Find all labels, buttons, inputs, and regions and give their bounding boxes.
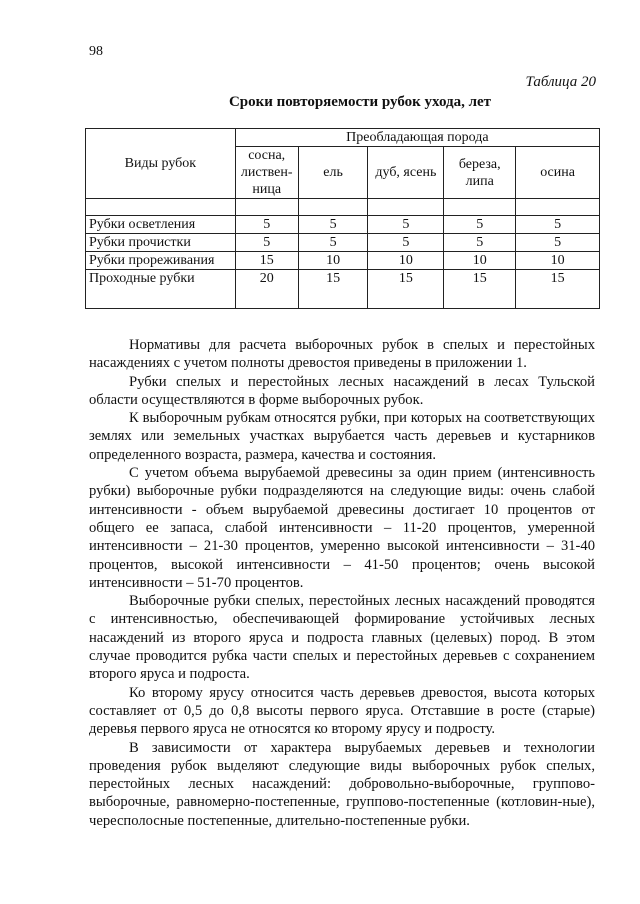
paragraph: С учетом объема вырубаемой древесины за один прием (интенсивность рубки) выборочные рубки подразделяются на следующие виды: очень слабой интенсивности - объем вырубаемой древесины достигает 10 процентов от общего ее запаса, слабой интенсивности – 11-20 процентов, умеренной интенсивности – 21-30 процентов, умеренно высокой интенсивности – 31-40 процентов, высокой интенсивности – 41-50 процентов; очень высокой интенсивности – 51-70 процентов. bbox=[89, 465, 595, 591]
table-row bbox=[86, 216, 600, 234]
table-cell: 5 bbox=[516, 216, 600, 234]
table-row bbox=[86, 234, 600, 252]
table-cell: 5 bbox=[368, 216, 444, 234]
column-header: осина bbox=[516, 147, 600, 199]
table-cell: 15 bbox=[235, 252, 298, 270]
table-cell: 10 bbox=[368, 252, 444, 270]
row-label: Рубки прочистки bbox=[86, 234, 236, 252]
table-title: Сроки повторяемости рубок ухода, лет bbox=[228, 94, 492, 110]
paragraph: Ко второму ярусу относится часть деревьев древостоя, высота которых составляет от 0,5 до 0,8 высоты первого яруса. Отставшие в росте (старые) деревья первого яруса не относятся ко второму ярусу и подросту. bbox=[89, 684, 595, 738]
row-label: Рубки прореживания bbox=[86, 252, 236, 270]
table-cell: 15 bbox=[368, 270, 444, 309]
table-spacer-row bbox=[86, 199, 600, 216]
column-header: дуб, ясень bbox=[368, 147, 444, 199]
page-number: 98 bbox=[89, 44, 103, 59]
row-header: Виды рубок bbox=[86, 129, 236, 199]
table-cell: 10 bbox=[516, 252, 600, 270]
paragraph: К выборочным рубкам относятся рубки, при которых на соответствующих землях или земельных участках вырубается часть деревьев и кустарников определенного возраста, размера, качества и состояния. bbox=[89, 410, 595, 463]
table-cell: 5 bbox=[444, 216, 516, 234]
table-cell: 10 bbox=[444, 252, 516, 270]
table-cell: 5 bbox=[298, 216, 368, 234]
table-row bbox=[86, 252, 600, 270]
table-cell: 5 bbox=[444, 234, 516, 252]
table-cell: 5 bbox=[516, 234, 600, 252]
row-label: Рубки осветления bbox=[86, 216, 236, 234]
table-cell: 15 bbox=[444, 270, 516, 309]
table-cell: 15 bbox=[298, 270, 368, 309]
paragraph: Рубки спелых и перестойных лесных насаждений в лесах Тульской области осуществляются в форме выборочных рубок. bbox=[89, 373, 595, 408]
column-header: береза, липа bbox=[444, 147, 516, 199]
table-row bbox=[86, 270, 600, 309]
table-cell: 20 bbox=[235, 270, 298, 309]
table-cell: 5 bbox=[235, 234, 298, 252]
cutting-periods-table bbox=[85, 128, 600, 309]
row-label: Проходные рубки bbox=[86, 270, 236, 309]
table-cell: 5 bbox=[235, 216, 298, 234]
paragraph: Нормативы для расчета выборочных рубок в спелых и перестойных насаждениях с учетом полноты древостоя приведены в приложении 1. bbox=[89, 337, 595, 372]
table-cell: 15 bbox=[516, 270, 600, 309]
table-cell: 5 bbox=[298, 234, 368, 252]
table-cell: 10 bbox=[298, 252, 368, 270]
body-text bbox=[89, 336, 595, 830]
column-header: ель bbox=[298, 147, 368, 199]
paragraph: В зависимости от характера вырубаемых деревьев и технологии проведения рубок выделяют следующие виды выборочных рубок спелых, перестойных лесных насаждений: добровольно-выборочные, группово-выборочные, равномерно-постепенные, группово-постепенные (котловин-ные), чересполосные постепенные, длительно-постепенные рубки. bbox=[89, 739, 595, 829]
column-header: сосна, листвен-ница bbox=[235, 147, 298, 199]
paragraph: Выборочные рубки спелых, перестойных лесных насаждений проводятся с интенсивностью, обеспечивающей формирование устойчивых лесных насаждений из второго яруса и подроста главных (целевых) пород. В этом случае проводится рубка части спелых и перестойных деревьев с сохранением второго яруса и подроста. bbox=[89, 593, 595, 683]
group-header: Преобладающая порода bbox=[235, 129, 599, 147]
table-cell: 5 bbox=[368, 234, 444, 252]
table-caption: Таблица 20 bbox=[525, 74, 596, 90]
